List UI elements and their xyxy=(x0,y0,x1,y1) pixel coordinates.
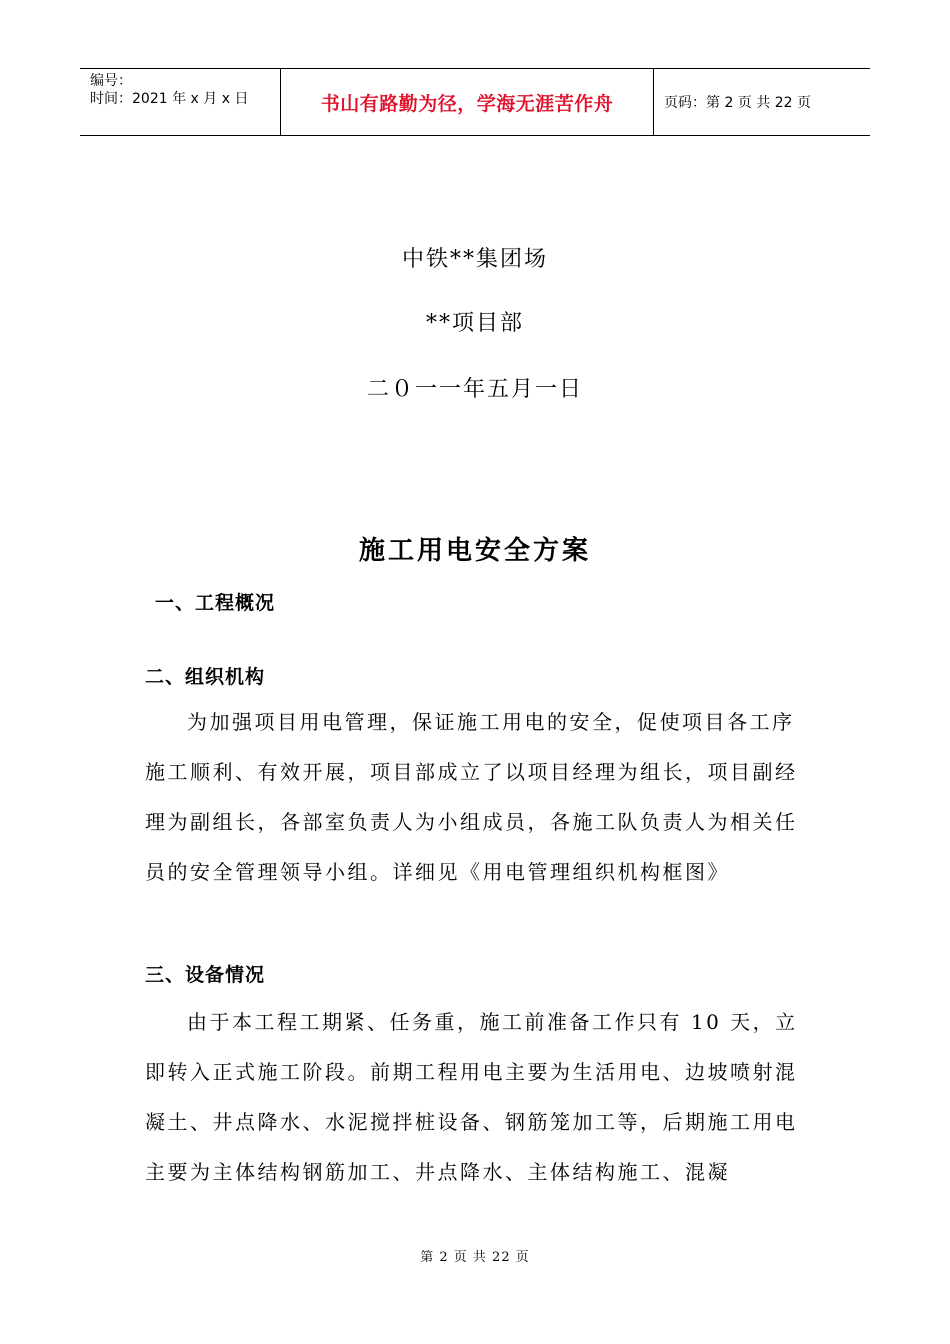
department-name: **项目部 xyxy=(425,311,524,336)
page-footer: 第 2 页 共 22 页 xyxy=(420,1250,530,1265)
cover-date: 二０一一年五月一日 xyxy=(366,377,583,402)
section-body-organization: 为加强项目用电管理，保证施工用电的安全，促使项目各工序施工顺利、有效开展，项目部成立了以项目经理为组长，项目副经理为副组长，各部室负责人为小组成员，各施工队负责人为相关任员的安全管理领导小组。详细见《用电管理组织机构框图》 xyxy=(145,710,798,884)
header-meta xyxy=(80,69,281,135)
header-motto: 书山有路勤为径，学海无涯苦作舟 xyxy=(281,69,654,135)
page-header xyxy=(80,68,870,136)
section-body-equipment: 由于本工程工期紧、任务重，施工前准备工作只有 10 天，立即转入正式施工阶段。前期工程用电主要为生活用电、边坡喷射混凝土、井点降水、水泥搅拌桩设备、钢筋笼加工等，后期施工用电主要为主体结构钢筋加工、井点降水、主体结构施工、混凝 xyxy=(145,1010,798,1184)
section-heading-organization: 二、组织机构 xyxy=(145,666,266,688)
header-page-code: 页码：第 2 页 共 22 页 xyxy=(664,95,811,111)
section-heading-equipment: 三、设备情况 xyxy=(145,964,266,986)
document-time-label: 时间：2021 年 x 月 x 日 xyxy=(90,91,249,107)
document-title: 施工用电安全方案 xyxy=(358,536,591,566)
document-number-label: 编号： xyxy=(90,73,132,89)
company-name: 中铁**集团场 xyxy=(401,247,548,272)
section-heading-overview: 一、工程概况 xyxy=(155,592,276,614)
